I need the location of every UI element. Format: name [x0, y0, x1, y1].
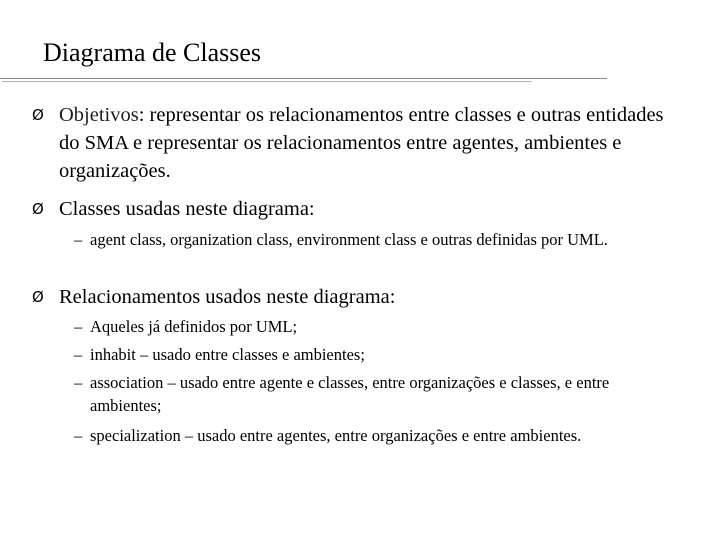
bullet-text: Relacionamentos usados neste diagrama:	[59, 286, 396, 308]
sub-item	[74, 424, 680, 447]
bullet-relacionamentos	[32, 283, 679, 311]
sub-item	[74, 315, 680, 338]
arrow-bullet-icon: Ø	[32, 200, 44, 218]
title-underline-secondary	[2, 81, 532, 82]
sub-item-text: inhabit – usado entre classes e ambientes;	[90, 345, 365, 364]
dash-bullet: –	[74, 345, 83, 364]
sub-item	[74, 371, 680, 417]
sub-item	[74, 343, 680, 366]
arrow-bullet-icon: Ø	[32, 288, 44, 306]
bullet-text: : representar os relacionamentos entre classes e outras entidades do SMA e representar os relacionamentos entre agentes, ambientes e organizações.	[59, 104, 664, 182]
sub-item-text: association – usado entre agente e classes, entre organizações e classes, e entre ambientes;	[90, 373, 610, 415]
sub-item	[74, 228, 680, 251]
title-underline	[0, 78, 607, 79]
dash-bullet: –	[74, 230, 83, 249]
sub-item-text: specialization – usado entre agentes, entre organizações e entre ambientes.	[90, 426, 582, 445]
dash-bullet: –	[74, 317, 83, 336]
bullet-lead: Objetivos	[59, 104, 139, 126]
slide-title: Diagrama de Classes	[43, 38, 262, 67]
arrow-bullet-icon: Ø	[32, 106, 44, 124]
dash-bullet: –	[74, 373, 83, 392]
bullet-classes	[32, 195, 679, 223]
sub-item-text: Aqueles já definidos por UML;	[90, 317, 298, 336]
dash-bullet: –	[74, 426, 83, 445]
bullet-objetivos	[32, 101, 679, 185]
sub-item-text: agent class, organization class, environment class e outras definidas por UML.	[90, 230, 608, 249]
bullet-text: Classes usadas neste diagrama:	[59, 198, 315, 220]
